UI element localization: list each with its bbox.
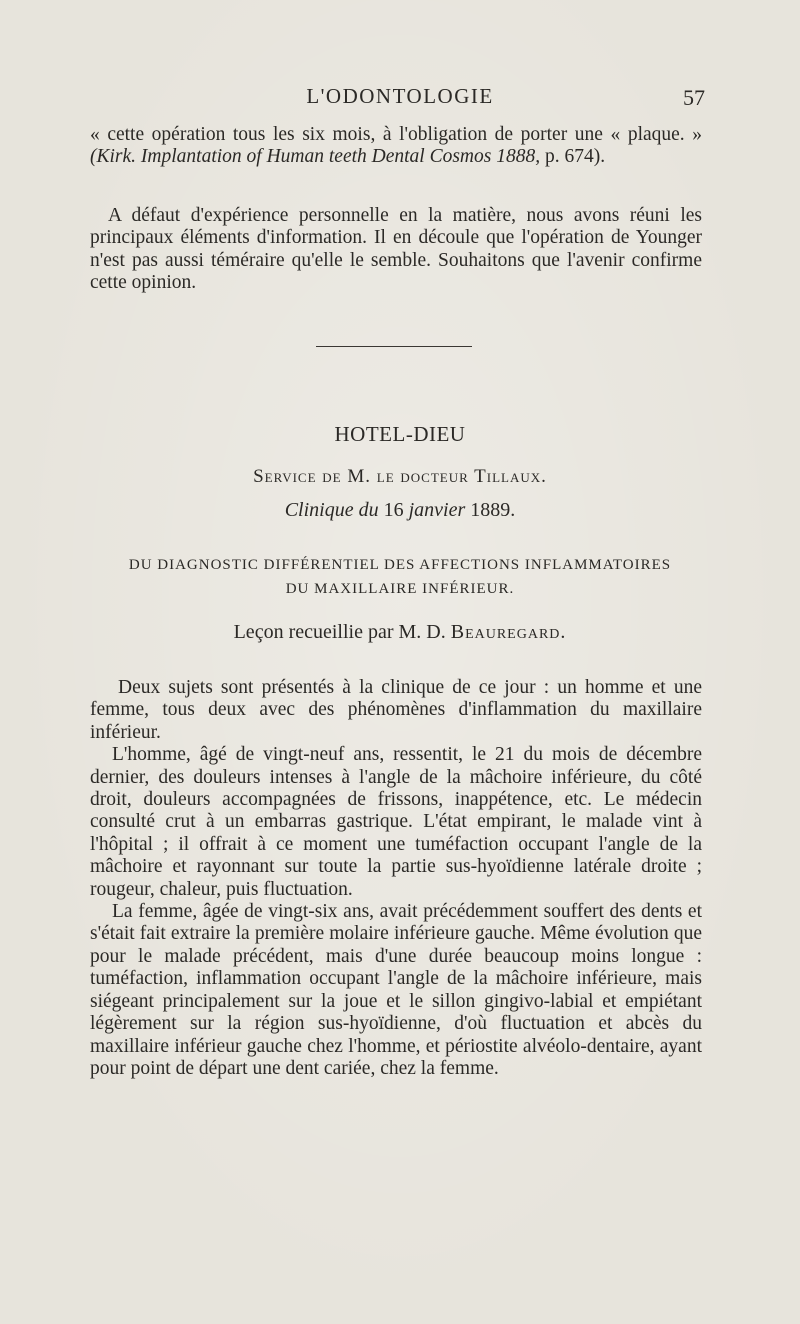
journal-title: L'ODONTOLOGIE bbox=[306, 84, 494, 108]
body-paragraph-2: L'homme, âgé de vingt-neuf ans, ressentit, le 21 du mois de décembre dernier, des douleurs intenses à l'angle de la mâchoire inférieure, du côté droit, douleurs accompagnées de frissons, inappétence, etc. Le médecin consulté crut à un embarras gastrique. L'état empirant, le malade vint à l'hôpital ; il offrait à ce moment une tuméfaction occupant l'angle de la mâchoire et rayonnant sur toute la partie sus-hyoïdienne latérale droite ; rougeur, chaleur, puis fluctuation. bbox=[90, 744, 702, 900]
clinique-year: 1889. bbox=[470, 499, 516, 521]
quotation-paragraph bbox=[90, 124, 702, 169]
citation-text: (Kirk. Implantation of Human teeth Dental Cosmos 1888, bbox=[90, 146, 541, 168]
credit-author: Beauregard. bbox=[450, 621, 567, 643]
paragraph-text: A défaut d'expérience personnelle en la matière, nous avons réuni les principaux éléments d'information. Il en découle que l'opération de Younger n'est pas aussi téméraire qu'elle le semble. Souhaitons que l'avenir confirme cette opinion. bbox=[90, 205, 702, 294]
service-heading: Service de M. le docteur Tillaux. bbox=[253, 466, 547, 487]
running-head bbox=[0, 84, 800, 114]
body-paragraph-1: Deux sujets sont présentés à la clinique de ce jour : un homme et une femme, tous deux avec des phénomènes d'inflammation du maxillaire inférieur. bbox=[90, 677, 702, 743]
lecture-title-line-2: DU MAXILLAIRE INFÉRIEUR. bbox=[285, 581, 515, 597]
clinique-day: 16 bbox=[383, 499, 404, 521]
lecture-title-line-1: DU DIAGNOSTIC DIFFÉRENTIEL DES AFFECTIONS INFLAMMATOIRES bbox=[128, 557, 672, 573]
clinique-prefix: Clinique du bbox=[284, 499, 379, 521]
lecture-body bbox=[90, 677, 702, 1080]
clinique-date bbox=[0, 499, 800, 522]
lecture-credit bbox=[0, 621, 800, 644]
credit-prefix: Leçon recueillie par M. D. bbox=[233, 621, 446, 643]
lecture-title bbox=[0, 553, 800, 601]
quote-text: « cette opération tous les six mois, à l'obligation de porter une « plaque. » bbox=[90, 124, 702, 145]
conclusion-paragraph bbox=[90, 205, 702, 295]
clinique-month: janvier bbox=[408, 499, 466, 521]
body-paragraph-3: La femme, âgée de vingt-six ans, avait précédemment souffert des dents et s'était fait extraire la première molaire inférieure gauche. Même évolution que pour le malade précédent, mais d'une durée beaucoup moins longue : tuméfaction, inflammation occupant l'angle de la mâchoire inférieure, mais siégeant principalement sur la joue et le sillon gingivo-labial et empiétant légèrement sur la région sus-hyoïdienne, d'où fluctuation et abcès du maxillaire inférieur gauche chez l'homme, et périostite alvéolo-dentaire, ayant pour point de départ une dent cariée, chez la femme. bbox=[90, 901, 702, 1079]
hospital-heading: HOTEL-DIEU bbox=[334, 422, 466, 446]
section-divider bbox=[316, 346, 472, 347]
citation-page: p. 674). bbox=[544, 146, 606, 168]
page-number: 57 bbox=[683, 85, 705, 110]
